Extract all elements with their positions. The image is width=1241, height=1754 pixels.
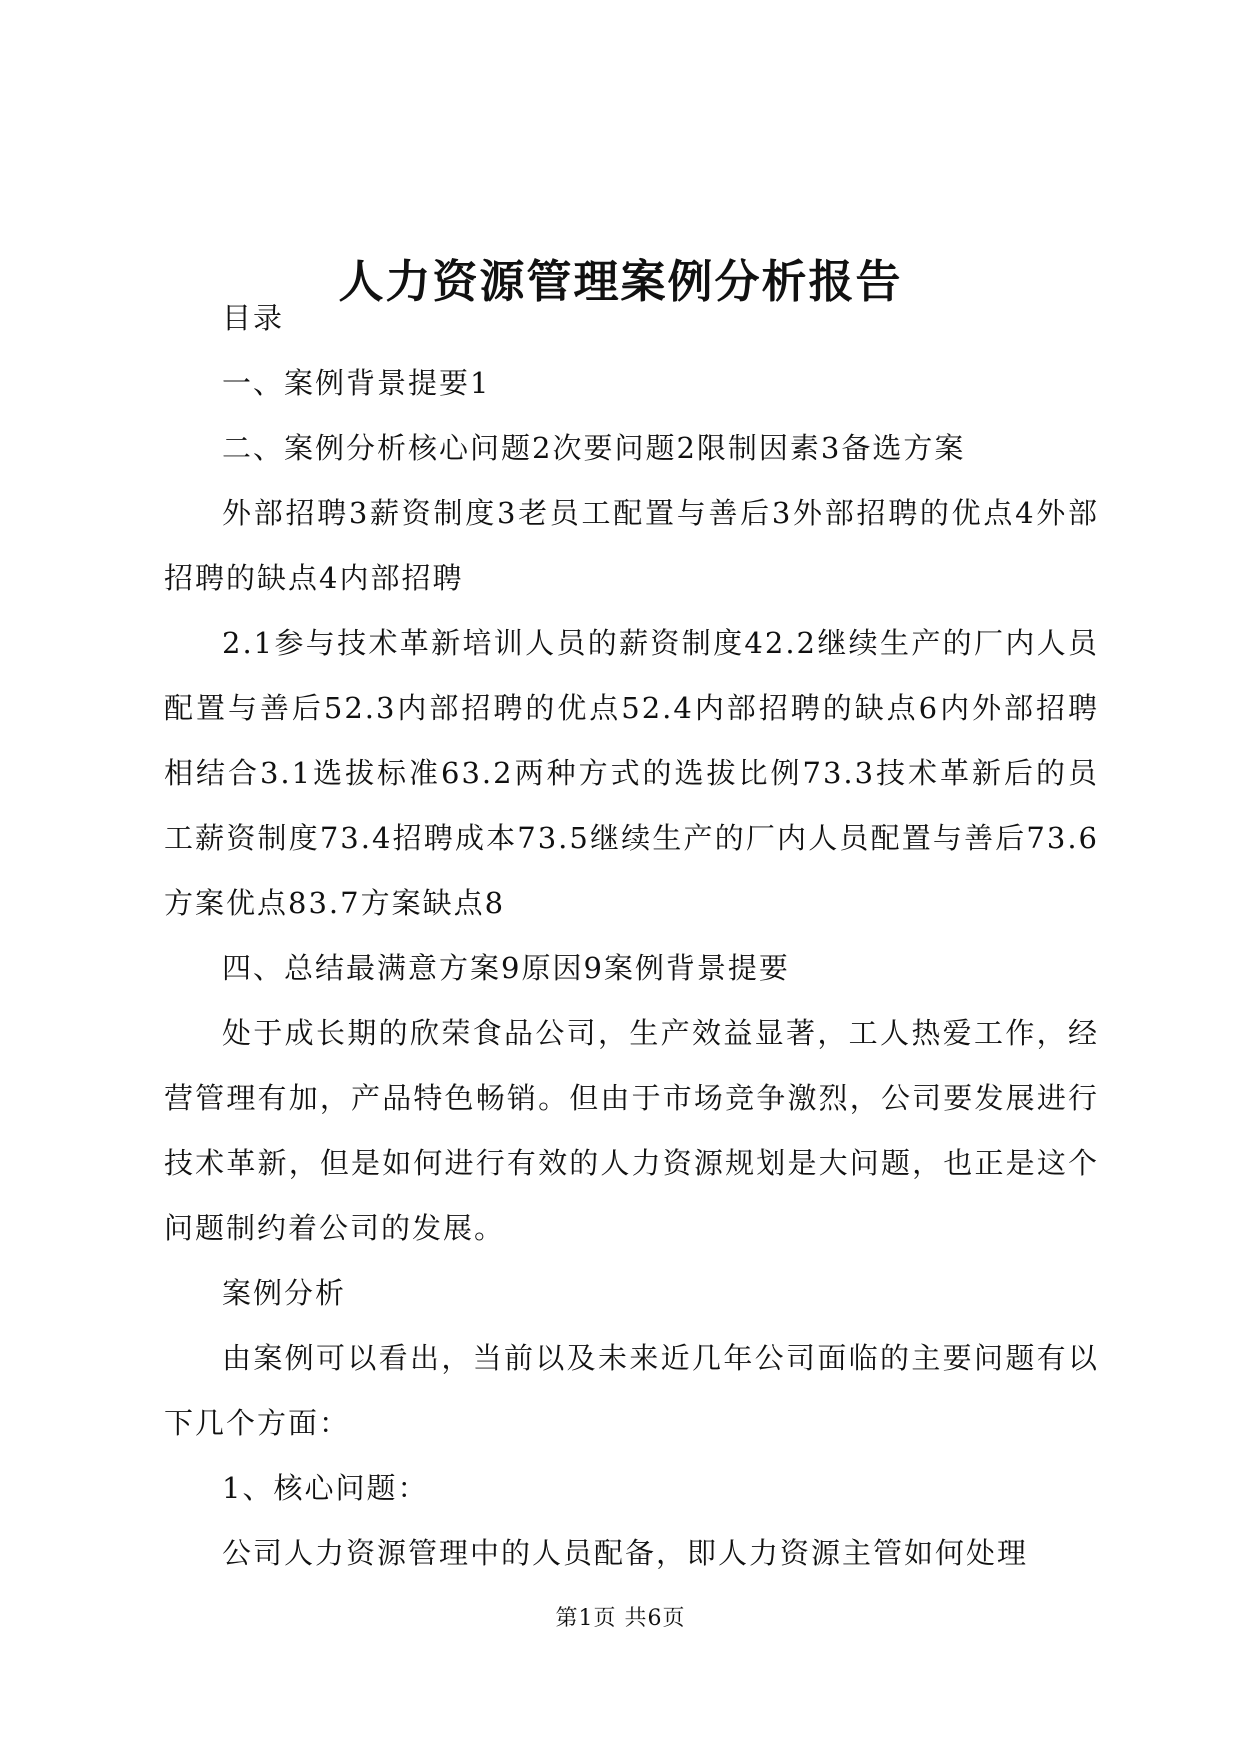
core-issue-paragraph: 公司人力资源管理中的人员配备，即人力资源主管如何处理 bbox=[222, 1536, 1029, 1570]
toc-item-2: 二、案例分析核心问题2次要问题2限制因素3备选方案 bbox=[222, 431, 966, 465]
core-issue-heading: 1、核心问题： bbox=[222, 1471, 429, 1505]
toc-heading: 目录 bbox=[222, 301, 285, 335]
toc-item-1: 一、案例背景提要1 bbox=[222, 366, 491, 400]
document-body bbox=[164, 286, 1099, 1586]
toc-item-4: 2.1参与技术革新培训人员的薪资制度42.2继续生产的厂内人员配置与善后52.3内部招聘的优点52.4内部招聘的缺点6内外部招聘相结合3.1选拔标准63.2两种方式的选拔比例73.3技术革新后的员工薪资制度73.4招聘成本73.5继续生产的厂内人员配置与善后73.6方案优点83.7方案缺点8 bbox=[164, 626, 1099, 920]
toc-item-5: 四、总结最满意方案9原因9案例背景提要 bbox=[222, 951, 790, 985]
background-paragraph: 处于成长期的欣荣食品公司，生产效益显著，工人热爱工作，经营管理有加，产品特色畅销。但由于市场竞争激烈，公司要发展进行技术革新，但是如何进行有效的人力资源规划是大问题，也正是这个问题制约着公司的发展。 bbox=[164, 1016, 1099, 1245]
analysis-paragraph: 由案例可以看出，当前以及未来近几年公司面临的主要问题有以下几个方面： bbox=[164, 1341, 1099, 1440]
section-heading-analysis: 案例分析 bbox=[222, 1276, 347, 1310]
page-footer: 第1页 共6页 bbox=[555, 1606, 686, 1631]
document-title: 人力资源管理案例分析报告 bbox=[338, 255, 903, 309]
toc-item-3: 外部招聘3薪资制度3老员工配置与善后3外部招聘的优点4外部招聘的缺点4内部招聘 bbox=[164, 496, 1099, 595]
